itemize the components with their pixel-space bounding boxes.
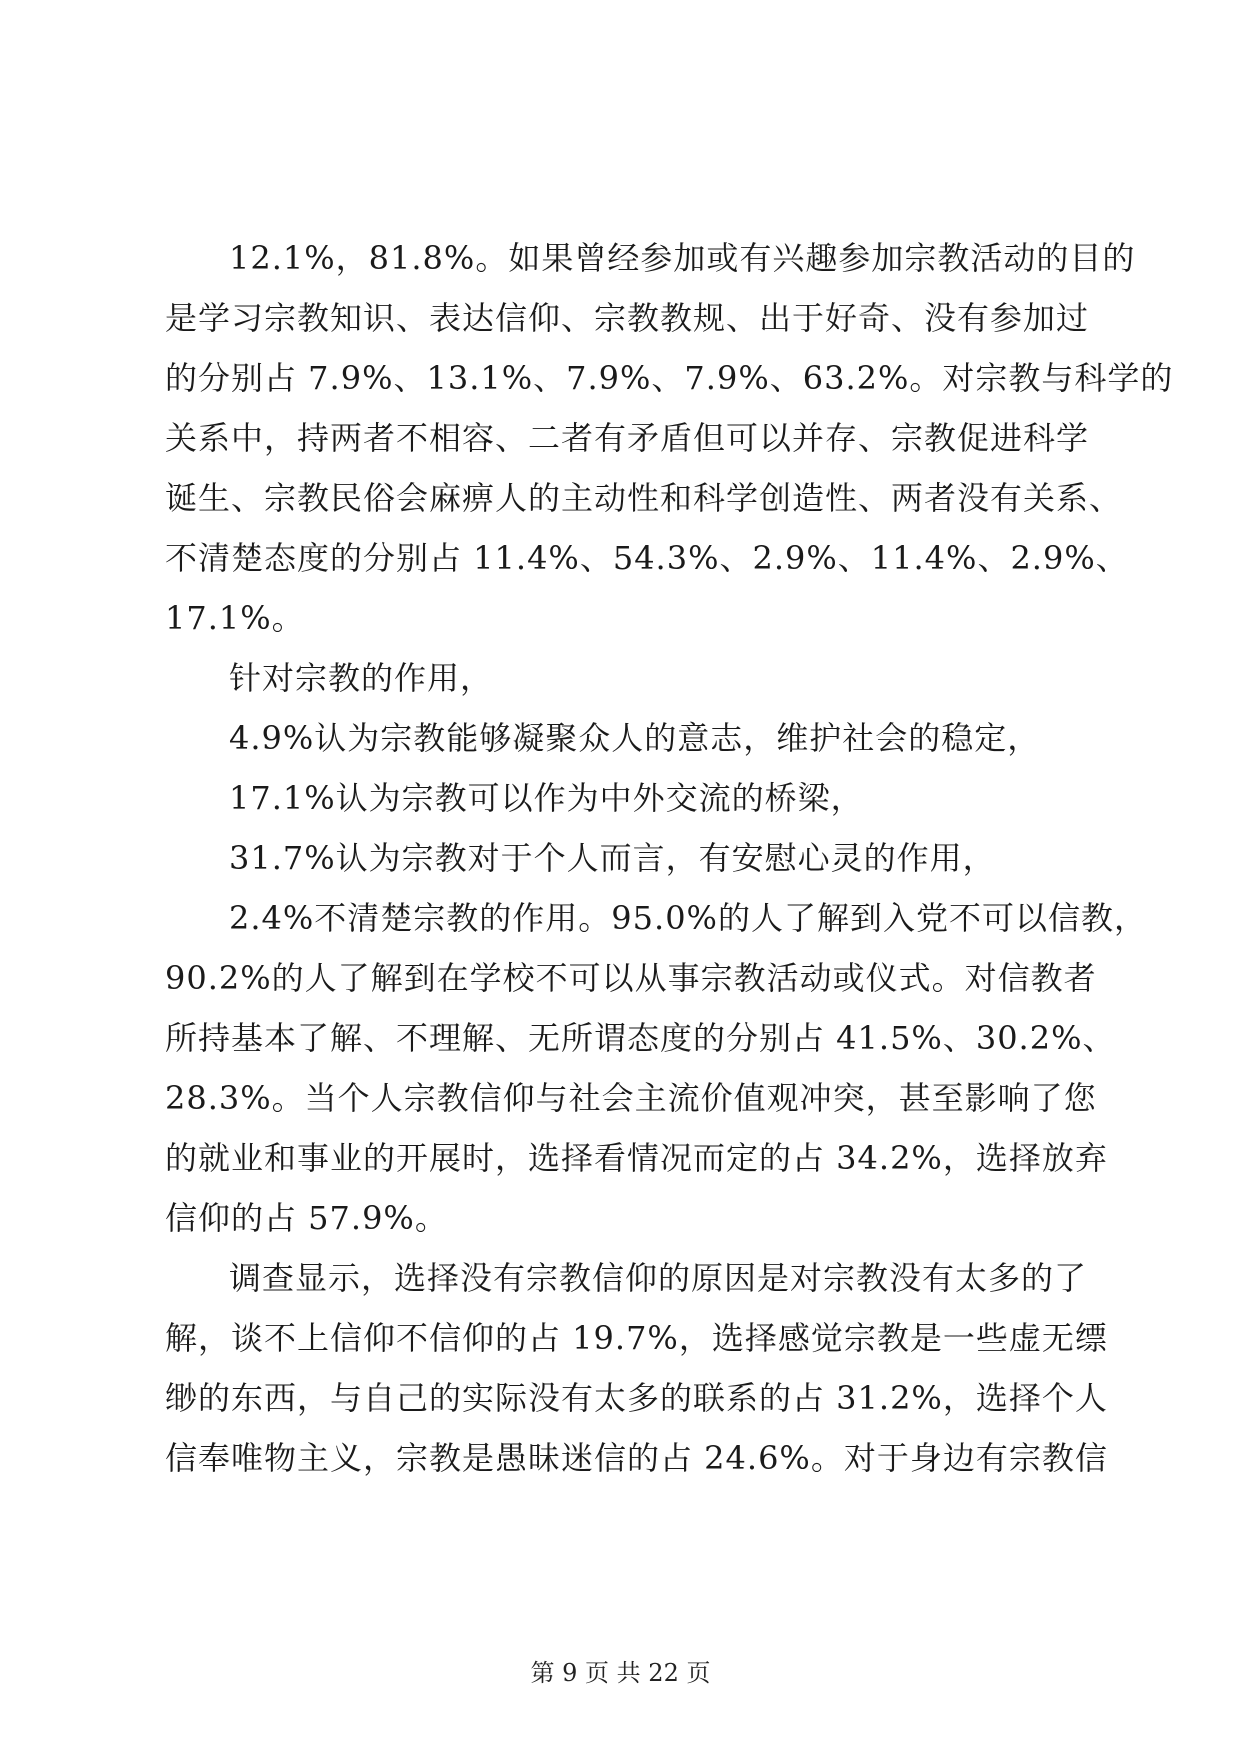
text-line: 针对宗教的作用， bbox=[229, 659, 494, 697]
text-line: 缈的东西，与自己的实际没有太多的联系的占 31.2%，选择个人 bbox=[165, 1379, 1108, 1417]
text-line: 12.1%，81.8%。如果曾经参加或有兴趣参加宗教活动的目的 bbox=[229, 239, 1136, 277]
text-line: 关系中，持两者不相容、二者有矛盾但可以并存、宗教促进科学 bbox=[165, 419, 1090, 457]
text-line: 的分别占 7.9%、13.1%、7.9%、7.9%、63.2%。对宗教与科学的 bbox=[165, 359, 1174, 397]
text-line: 所持基本了解、不理解、无所谓态度的分别占 41.5%、30.2%、 bbox=[165, 1019, 1116, 1057]
text-line: 信奉唯物主义，宗教是愚昧迷信的占 24.6%。对于身边有宗教信 bbox=[165, 1439, 1108, 1477]
text-line: 调查显示，选择没有宗教信仰的原因是对宗教没有太多的了 bbox=[229, 1259, 1088, 1297]
text-line: 解，谈不上信仰不信仰的占 19.7%，选择感觉宗教是一些虚无缥 bbox=[165, 1319, 1108, 1357]
text-line: 是学习宗教知识、表达信仰、宗教教规、出于好奇、没有参加过 bbox=[165, 299, 1090, 337]
text-line: 28.3%。当个人宗教信仰与社会主流价值观冲突，甚至影响了您 bbox=[165, 1079, 1097, 1117]
text-line: 17.1%认为宗教可以作为中外交流的桥梁， bbox=[229, 779, 864, 817]
text-line: 2.4%不清楚宗教的作用。95.0%的人了解到入党不可以信教， bbox=[229, 899, 1147, 937]
text-line: 4.9%认为宗教能够凝聚众人的意志，维护社会的稳定， bbox=[229, 719, 1041, 757]
text-line: 不清楚态度的分别占 11.4%、54.3%、2.9%、11.4%、2.9%、 bbox=[165, 539, 1129, 577]
text-line: 31.7%认为宗教对于个人而言，有安慰心灵的作用， bbox=[229, 839, 996, 877]
text-line: 信仰的占 57.9%。 bbox=[165, 1199, 448, 1237]
text-line: 90.2%的人了解到在学校不可以从事宗教活动或仪式。对信教者 bbox=[165, 959, 1097, 997]
text-line: 17.1%。 bbox=[165, 599, 305, 637]
page-number-footer: 第 9 页 共 22 页 bbox=[530, 1659, 711, 1687]
text-line: 的就业和事业的开展时，选择看情况而定的占 34.2%，选择放弃 bbox=[165, 1139, 1108, 1177]
text-line: 诞生、宗教民俗会麻痹人的主动性和科学创造性、两者没有关系、 bbox=[165, 479, 1123, 517]
